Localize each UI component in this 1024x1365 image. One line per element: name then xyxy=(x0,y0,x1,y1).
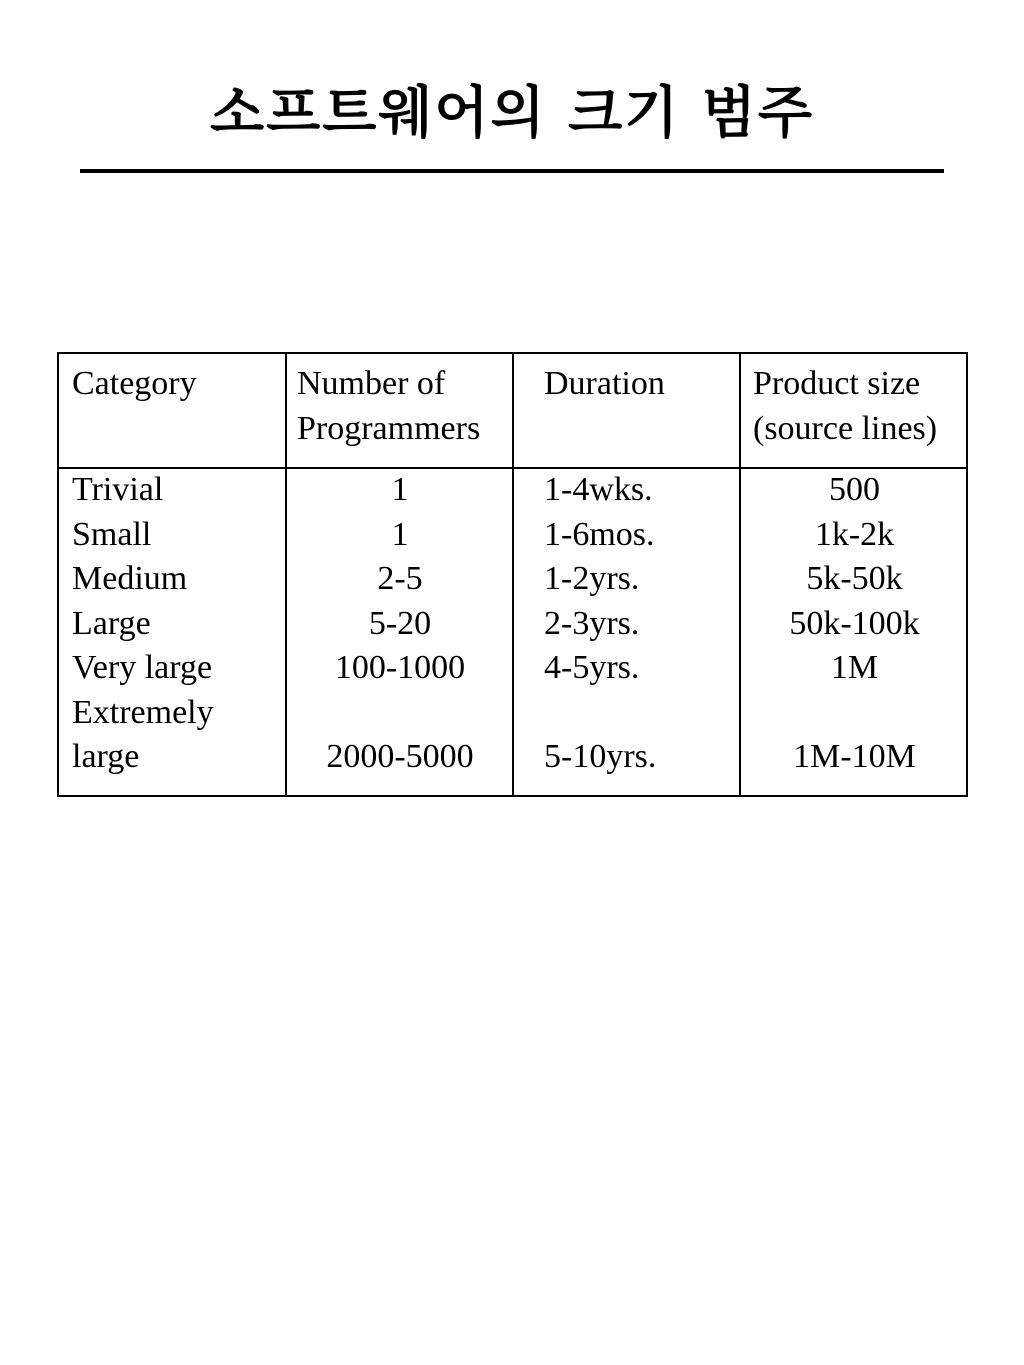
table-cell: 5-10yrs. xyxy=(544,738,657,775)
slide-title: 소프트웨어의 크기 범주 xyxy=(210,81,814,146)
table-cell: 1-6mos. xyxy=(544,515,655,553)
table-cell: 1-4wks. xyxy=(544,471,653,508)
table-cell: 1 xyxy=(391,471,409,508)
table-cell: Very large xyxy=(72,649,213,686)
header-text: Product size xyxy=(753,365,921,402)
title-underline xyxy=(80,169,944,173)
table-cell: Large xyxy=(72,604,151,642)
table-cell: 2-5 xyxy=(377,560,423,597)
header-product-size xyxy=(753,362,937,451)
duration-column xyxy=(544,468,656,780)
table-cell xyxy=(286,691,514,736)
table-cell: 5-20 xyxy=(368,604,432,642)
software-size-table xyxy=(57,352,968,797)
table-cell: 1M-10M xyxy=(793,738,916,775)
table-cell: 50k-100k xyxy=(789,604,920,642)
header-duration xyxy=(544,362,665,407)
header-text: Programmers xyxy=(297,409,481,447)
header-text: Duration xyxy=(544,365,665,402)
table-cell: 1M xyxy=(830,649,879,686)
table-cell: 1-2yrs. xyxy=(544,560,640,597)
table-cell xyxy=(544,691,656,736)
table-cell: 2-3yrs. xyxy=(544,604,640,642)
header-category xyxy=(72,362,197,407)
programmers-column xyxy=(286,468,514,780)
table-cell: Trivial xyxy=(72,471,164,508)
header-programmers xyxy=(297,362,480,451)
table-cell: 100-1000 xyxy=(334,649,466,686)
product-size-column xyxy=(741,468,968,780)
table-cell: 5k-50k xyxy=(806,560,903,597)
table-cell: 4-5yrs. xyxy=(544,649,640,686)
table-cell: large xyxy=(72,738,140,775)
table-cell: Small xyxy=(72,515,152,553)
header-text: (source lines) xyxy=(753,409,938,447)
table-cell: 500 xyxy=(829,471,880,508)
table-cell: 1 xyxy=(391,515,409,553)
header-text: Number of xyxy=(297,365,446,402)
table-cell xyxy=(741,691,968,736)
category-column xyxy=(72,468,214,780)
table-cell: 1k-2k xyxy=(814,515,895,553)
table-cell: 2000-5000 xyxy=(326,738,474,775)
header-text: Category xyxy=(72,365,197,402)
table-cell: Extremely xyxy=(72,693,214,731)
table-cell: Medium xyxy=(72,560,188,597)
